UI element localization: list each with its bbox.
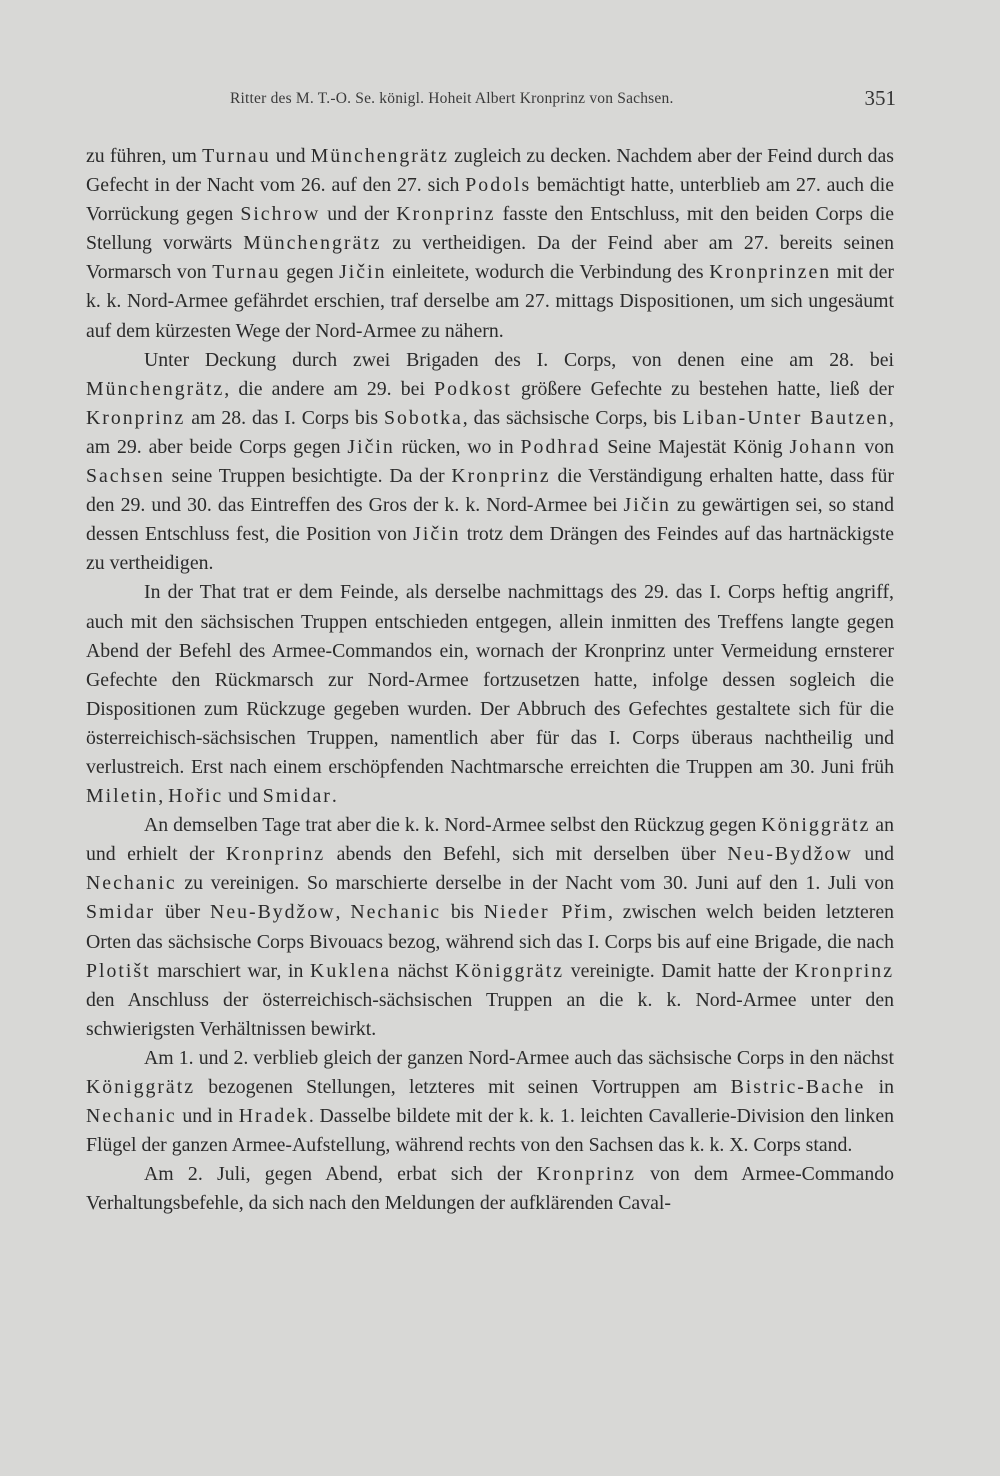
text-run: , [335, 901, 351, 924]
text-run: und [852, 843, 894, 866]
text-run: , zwischen welch beiden letzteren Orten das sächsische Corps Bivouacs bezog, während sich das I. Corps bis auf eine Brigade, die nach [86, 901, 895, 953]
spaced-name: Kronprinz [536, 1163, 636, 1186]
text-run: über [155, 901, 211, 924]
text-run: , das sächsische Corps, bis [462, 406, 683, 429]
spaced-name: Smidar [86, 901, 156, 924]
spaced-name: Nechanic [86, 1105, 177, 1128]
body-text [86, 142, 894, 1218]
text-run: . [331, 785, 337, 808]
spaced-name: Königgrätz [455, 959, 564, 982]
spaced-name: Nieder Přim [483, 901, 608, 924]
spaced-name: Kronprinzen [709, 261, 832, 284]
running-head: Ritter des M. T.-O. Se. königl. Hoheit Albert Kronprinz von Sachsen. [230, 90, 674, 107]
text-run: zu gewärtigen sei, so stand dessen Entschluss fest, die Position von [86, 494, 894, 546]
text-run: abends den Befehl, sich mit derselben über [325, 843, 728, 866]
spaced-name: Münchengrätz [243, 232, 382, 255]
spaced-name: Kronprinz [794, 959, 894, 982]
spaced-name: Königgrätz [86, 1076, 195, 1098]
text-run: , die andere am 29. bei [224, 377, 435, 400]
text-run: seine Truppen besichtigte. Da der [164, 465, 452, 488]
text-run: bemächtigt hatte, unterblieb am 27. auch die Vorrückung gegen [86, 174, 894, 226]
paragraph [86, 346, 894, 579]
page-header [86, 86, 896, 116]
spaced-name: Smidar [262, 785, 332, 808]
text-run: . Dasselbe bildete mit der k. k. 1. leichten Cavallerie-Division den linken Flügel der ganzen Armee-Aufstellung, während rechts von den Sachsen das k. k. X. Corps stand. [86, 1105, 894, 1157]
text-run: Seine Majestät König [600, 435, 790, 458]
spaced-name: Sachsen [86, 465, 165, 488]
text-run: von [857, 435, 895, 458]
spaced-name: Liban-Unter Bautzen [682, 406, 890, 429]
spaced-name: Turnau [202, 145, 271, 167]
text-run: und [223, 785, 263, 808]
text-run: bis [441, 901, 484, 924]
text-run: zu vertheidigen. Da der Feind aber am 27. bereits seinen Vormarsch von [86, 232, 895, 284]
page-number: 351 [864, 86, 896, 110]
spaced-name: Nechanic [86, 872, 177, 895]
text-run: vereinigte. Damit hatte der [564, 959, 795, 982]
spaced-name: Königgrätz [761, 814, 871, 837]
spaced-name: Sichrow [240, 203, 321, 226]
text-run: fasste den Entschluss, mit den beiden Corps die Stellung vorwärts [86, 203, 895, 255]
text-run: , [158, 785, 169, 808]
text-run: Am 1. und 2. verblieb gleich der ganzen Nord-Armee auch das sächsische Corps in den nächst [144, 1046, 894, 1069]
text-run: und der [320, 203, 397, 226]
text-run: An demselben Tage trat aber die k. k. Nord-Armee selbst den Rückzug gegen [144, 814, 762, 837]
spaced-name: Münchengrätz [310, 145, 449, 167]
spaced-name: Nechanic [350, 901, 442, 924]
paragraph [86, 1160, 894, 1218]
text-run: von dem Armee-Commando Verhaltungsbefehle, da sich nach den Meldungen der aufklärenden Caval- [86, 1163, 894, 1215]
spaced-name: Kronprinz [225, 843, 326, 866]
paragraph [86, 142, 894, 346]
spaced-name: Kronprinz [86, 406, 186, 429]
text-run: , am 29. aber beide Corps gegen [86, 406, 894, 458]
text-run: nächst [391, 959, 455, 982]
text-run: mit der k. k. Nord-Armee gefährdet erschien, traf derselbe am 27. mittags Dispositionen, um sich ungesäumt auf dem kürzesten Wege der Nord-Armee zu nähern. [86, 261, 895, 342]
text-run: in [865, 1076, 894, 1098]
spaced-name: Kuklena [310, 959, 392, 982]
spaced-name: Podkost [434, 377, 512, 400]
spaced-name: Plotišt [86, 959, 151, 982]
text-run: an und erhielt der [86, 814, 894, 866]
spaced-name: Podhrad [520, 435, 601, 458]
spaced-name: Hradek [238, 1105, 309, 1128]
spaced-name: Jičin [413, 523, 461, 546]
text-run: marschiert war, in [150, 959, 311, 982]
spaced-name: Kronprinz [396, 203, 496, 226]
spaced-name: Podols [465, 174, 532, 197]
spaced-name: Neu-Bydžow [210, 901, 336, 924]
text-run: die Verständigung erhalten hatte, dass für den 29. und 30. das Eintreffen des Gros der k. k. Nord-Armee bei [86, 465, 894, 517]
text-run: zu führen, um [86, 145, 203, 167]
spaced-name: Jičin [339, 261, 387, 284]
text-run: gegen [280, 261, 340, 284]
spaced-name: Bistric-Bache [730, 1076, 866, 1098]
text-run: rücken, wo in [394, 435, 521, 458]
spaced-name: Jičin [347, 435, 395, 458]
spaced-name: Münchengrätz [86, 377, 225, 400]
text-run: größere Gefechte zu bestehen hatte, ließ der [511, 377, 894, 400]
text-run: zugleich zu decken. Nachdem aber der Feind durch das Gefecht in der Nacht vom 26. auf den 27. sich [86, 145, 895, 197]
text-run: In der That trat er dem Feinde, als derselbe nachmittags des 29. das I. Corps heftig angriff, auch mit den sächsischen Truppen entschieden entgegen, allein inmitten des Treffens langte gegen Abend der Befehl des Armee-Commandos ein, wornach der Kronprinz unter Vermeidung ernsterer Gefechte den Rückmarsch zur Nord-Armee fortzusetzen hatte, infolge dessen sogleich die Dispositionen zum Rückzuge gegeben wurden. Der Abbruch des Gefechtes gestaltete sich für die österreichisch-sächsischen Truppen, namentlich aber für das I. Corps überaus nachtheilig und verlustreich. Erst nach einem erschöpfenden Nachtmarsche erreichten die Truppen am 30. Juni früh [86, 581, 894, 778]
text-run: den Anschluss der österreichisch-sächsischen Truppen an die k. k. Nord-Armee unter den schwierigsten Verhältnissen bewirkt. [86, 988, 894, 1040]
spaced-name: Sobotka [383, 406, 463, 429]
paragraph [86, 578, 894, 811]
text-run: bezogenen Stellungen, letzteres mit seinen Vortruppen am [195, 1076, 731, 1098]
text-run: trotz dem Drängen des Feindes auf das hartnäckigste zu vertheidigen. [86, 523, 895, 575]
text-run: und in [176, 1105, 239, 1128]
paragraph [86, 1044, 894, 1160]
text-run: Unter Deckung durch zwei Brigaden des I. Corps, von denen eine am 28. bei [144, 348, 894, 371]
text-run: Am 2. Juli, gegen Abend, erbat sich der [144, 1163, 537, 1186]
text-run: zu vereinigen. So marschierte derselbe in der Nacht vom 30. Juni auf den 1. Juli von [176, 872, 894, 895]
spaced-name: Turnau [212, 261, 281, 284]
spaced-name: Johann [789, 435, 858, 458]
spaced-name: Kronprinz [451, 465, 551, 488]
text-run: und [270, 145, 311, 167]
spaced-name: Miletin [86, 785, 159, 808]
spaced-name: Hořic [168, 785, 224, 808]
paragraph [86, 811, 894, 1044]
text-run: am 28. das I. Corps bis [185, 406, 384, 429]
text-run: einleitete, wodurch die Verbindung des [386, 261, 710, 284]
spaced-name: Jičin [623, 494, 671, 517]
spaced-name: Neu-Bydžow [727, 843, 853, 866]
